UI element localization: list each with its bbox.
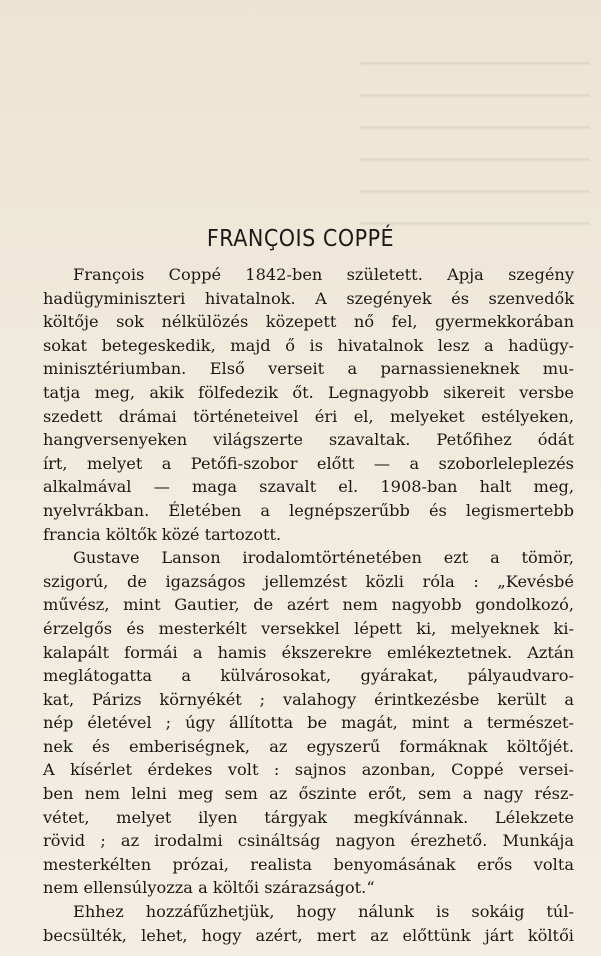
text-line: minisztériumban. Első verseit a parnassieneknek mu- bbox=[43, 359, 574, 379]
page-title: FRANÇOIS COPPÉ bbox=[206, 226, 395, 252]
text-line: francia költők közé tartozott. bbox=[43, 524, 282, 544]
text-line: vétet, melyet ilyen tárgyak megkívánnak. Lélekzete bbox=[43, 807, 574, 827]
text-line: írt, melyet a Petőfi-szobor előtt — a szoborleleplezés bbox=[43, 453, 574, 473]
text-line: nem ellensúlyozza a költői szárazságot.“ bbox=[43, 878, 375, 898]
text-line: kalapált formái a hamis ékszerekre emlékeztetnek. Aztán bbox=[43, 642, 574, 662]
text-line: nép életével ; úgy állította be magát, mint a természet- bbox=[43, 713, 574, 733]
text-line: költője sok nélkülözés közepett nő fel, gyermekkorában bbox=[43, 312, 574, 332]
text-line: mesterkélten prózai, realista benyomásának erős volta bbox=[43, 854, 574, 874]
text-line: rövid ; az irodalmi csináltság nagyon érezhető. Munkája bbox=[43, 831, 574, 851]
text-line: kat, Párizs környékét ; valahogy érintkezésbe került a bbox=[43, 689, 574, 709]
text-line: művész, mint Gautier, de azért nem nagyobb gondolkozó, bbox=[43, 595, 574, 615]
paragraph bbox=[43, 900, 574, 947]
text-line: szedett drámai történeteivel éri el, melyeket estélyeken, bbox=[43, 406, 574, 426]
text-line: Ehhez hozzáfűzhetjük, hogy nálunk is sokáig túl- bbox=[73, 902, 574, 922]
text-line: hangversenyeken világszerte szavaltak. Petőfihez ódát bbox=[43, 430, 574, 450]
text-line: nyelvrákban. Életében a legnépszerűbb és legismertebb bbox=[43, 500, 574, 520]
text-line: tatja meg, akik fölfedezik őt. Legnagyobb sikereit versbe bbox=[43, 382, 574, 402]
bleed-through-text bbox=[360, 40, 590, 220]
text-line: nek és emberiségnek, az egyszerű formáknak költőjét. bbox=[43, 736, 574, 756]
text-line: becsülték, lehet, hogy azért, mert az előttünk járt költői bbox=[43, 925, 574, 945]
text-line: meglátogatta a külvárosokat, gyárakat, pályaudvaro- bbox=[43, 666, 574, 686]
text-line: A kísérlet érdekes volt : sajnos azonban, Coppé versei- bbox=[43, 760, 574, 780]
text-line: hadügyminiszteri hivatalnok. A szegények és szenvedők bbox=[43, 288, 574, 308]
paragraph bbox=[43, 546, 574, 900]
text-line: sokat betegeskedik, majd ő is hivatalnok lesz a hadügy- bbox=[43, 335, 574, 355]
text-line: érzelgős és mesterkélt versekkel lépett ki, melyeknek ki- bbox=[43, 618, 574, 638]
text-line: szigorú, de igazságos jellemzést közli róla : „Kevésbé bbox=[43, 571, 574, 591]
text-line: alkalmával — maga szavalt el. 1908-ban halt meg, bbox=[43, 477, 574, 497]
paragraph bbox=[43, 263, 574, 546]
body-text bbox=[43, 263, 574, 947]
text-line: Gustave Lanson irodalomtörténetében ezt a tömör, bbox=[73, 548, 574, 568]
text-line: ben nem lelni meg sem az őszinte erőt, sem a nagy rész- bbox=[43, 784, 574, 804]
text-line: François Coppé 1842-ben született. Apja szegény bbox=[73, 265, 574, 284]
